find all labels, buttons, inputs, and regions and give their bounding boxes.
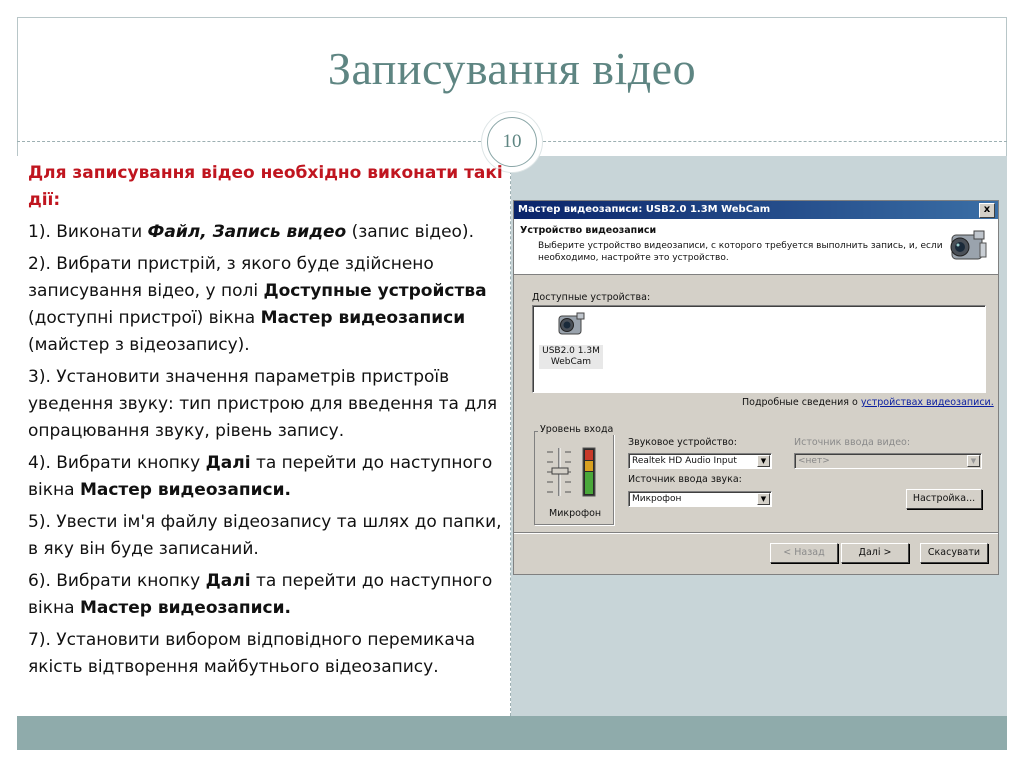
step-2 bbox=[28, 251, 506, 359]
step-4-text: 4). Вибрати кнопку bbox=[28, 453, 206, 473]
step-5 bbox=[28, 509, 506, 563]
dialog-header bbox=[514, 219, 998, 275]
configure-button[interactable]: Настройка... bbox=[906, 489, 982, 509]
sound-device-select[interactable] bbox=[628, 453, 772, 469]
step-4-window: Мастер видеозаписи. bbox=[79, 480, 291, 500]
input-level-group bbox=[534, 431, 614, 525]
step-3 bbox=[28, 364, 506, 445]
step-4 bbox=[28, 450, 506, 504]
step-1-text-end: (запис відео). bbox=[346, 222, 474, 242]
camcorder-icon bbox=[944, 225, 990, 269]
step-4-text-mid: та перейти до наступного вікна bbox=[28, 453, 493, 500]
step-6-window: Мастер видеозаписи. bbox=[79, 598, 291, 618]
input-level-title: Уровень входа bbox=[540, 424, 614, 435]
details-prefix: Подробные сведения о bbox=[742, 397, 861, 408]
video-source-value: <нет> bbox=[798, 456, 830, 466]
video-source-label: Источник ввода видео: bbox=[794, 437, 911, 448]
audio-source-label: Источник ввода звука: bbox=[628, 474, 742, 485]
slide-title: Записування відео bbox=[327, 43, 697, 94]
step-2-text: 2). Вибрати пристрій, з якого буде здійснено записування відео, у полі bbox=[28, 254, 434, 301]
body-heading: Для записування відео необхідно виконати такі дії: bbox=[28, 163, 503, 210]
footer-bar bbox=[17, 716, 1007, 750]
next-button[interactable]: Далі > bbox=[841, 543, 909, 563]
step-5-text: 5). Увести ім'я файлу відеозапису та шлях до папки, в яку він буде записаний. bbox=[28, 512, 502, 559]
video-source-select[interactable] bbox=[794, 453, 982, 469]
chevron-down-icon[interactable]: ▼ bbox=[967, 455, 980, 467]
step-2-text-end: (майстер з відеозапису). bbox=[28, 335, 250, 355]
chevron-down-icon[interactable]: ▼ bbox=[757, 455, 770, 467]
device-item-label: USB2.0 1.3M WebCam bbox=[539, 345, 603, 369]
step-7-text: 7). Установити вибором відповідного перемикача якість відтворення майбутнього відеозапису. bbox=[28, 630, 476, 677]
cancel-button[interactable]: Скасувати bbox=[920, 543, 988, 563]
level-slider-icon bbox=[545, 446, 601, 498]
column-divider bbox=[510, 156, 511, 716]
sound-device-value: Realtek HD Audio Input bbox=[632, 456, 737, 466]
audio-source-select[interactable] bbox=[628, 491, 772, 507]
available-devices-label: Доступные устройства: bbox=[532, 292, 651, 303]
dialog-separator bbox=[514, 532, 998, 534]
step-1-text: 1). Виконати bbox=[28, 222, 148, 242]
step-7 bbox=[28, 627, 506, 681]
chevron-down-icon[interactable]: ▼ bbox=[757, 493, 770, 505]
dialog-titlebar bbox=[514, 201, 998, 219]
back-button[interactable]: < Назад bbox=[770, 543, 838, 563]
step-6 bbox=[28, 568, 506, 622]
slide-body bbox=[28, 160, 506, 686]
details-link[interactable]: устройствах видеозаписи. bbox=[860, 397, 994, 408]
step-6-text-mid: та перейти до наступного вікна bbox=[28, 571, 493, 618]
dialog-title: Мастер видеозаписи: USB2.0 1.3M WebCam bbox=[518, 204, 771, 215]
step-1-menu: Файл, Запись видео bbox=[147, 222, 347, 242]
step-3-text: 3). Установити значення параметрів пристроїв уведення звуку: тип пристрою для введення та для опрацювання звуку, рівень запису. bbox=[28, 367, 498, 441]
step-6-button: Далі bbox=[205, 571, 251, 591]
step-4-button: Далі bbox=[205, 453, 251, 473]
step-1 bbox=[28, 219, 506, 246]
step-2-text-mid: (доступні пристрої) вікна bbox=[28, 308, 261, 328]
webcam-icon bbox=[555, 310, 587, 340]
dialog-header-title: Устройство видеозаписи bbox=[520, 225, 657, 236]
slide-number: 10 bbox=[487, 117, 537, 167]
available-devices-list[interactable] bbox=[532, 305, 986, 393]
microphone-label: Микрофон bbox=[549, 508, 602, 519]
dialog-header-desc: Выберите устройство видеозаписи, с которого требуется выполнить запись, и, если необходимо, настройте это устройство. bbox=[538, 241, 943, 263]
sound-device-label: Звуковое устройство: bbox=[628, 437, 737, 448]
video-wizard-dialog bbox=[513, 200, 999, 575]
device-item-webcam[interactable] bbox=[539, 310, 603, 369]
step-6-text: 6). Вибрати кнопку bbox=[28, 571, 206, 591]
step-2-window: Мастер видеозаписи bbox=[260, 308, 466, 328]
details-text bbox=[742, 397, 994, 408]
close-icon[interactable]: x bbox=[979, 203, 995, 218]
step-2-field: Доступные устройства bbox=[263, 281, 487, 301]
audio-source-value: Микрофон bbox=[632, 494, 682, 504]
